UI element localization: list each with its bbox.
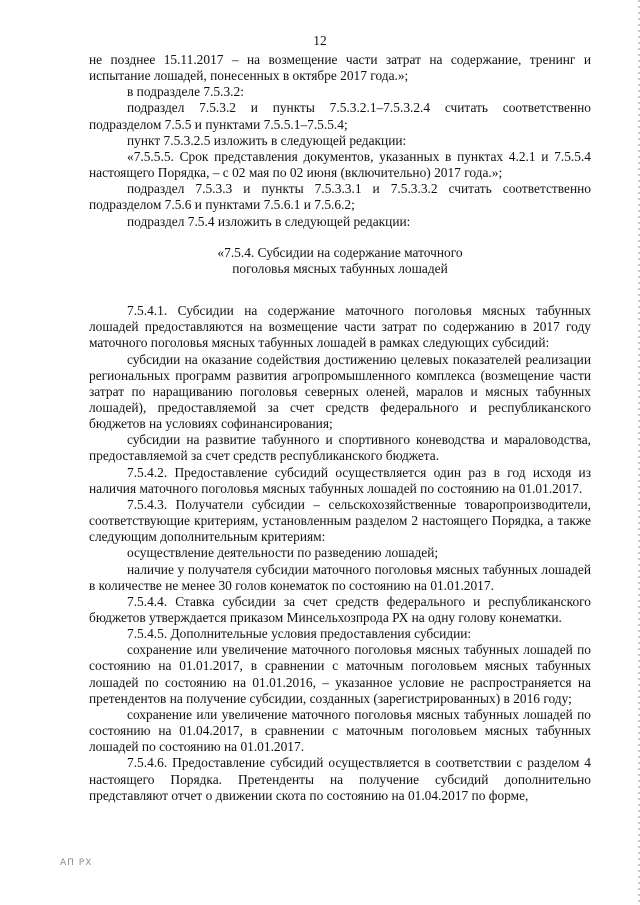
paragraph: подраздел 7.5.3.2 и пункты 7.5.3.2.1–7.5.3.2.4 считать соответственно подразделом 7.5.5 и пунктами 7.5.5.1–7.5.5.4; [89, 100, 591, 132]
page-number: 12 [313, 33, 327, 48]
paragraph: осуществление деятельности по разведению лошадей; [127, 545, 439, 561]
paragraph-continuation: не позднее 15.11.2017 – на возмещение части затрат на содержание, тренинг и испытание лошадей, понесенных в октябре 2017 года.»; [89, 52, 591, 84]
paragraph: подраздел 7.5.3.3 и пункты 7.5.3.3.1 и 7.5.3.3.2 считать соответственно подразделом 7.5.6 и пунктами 7.5.6.1 и 7.5.6.2; [89, 181, 591, 213]
section-heading-line-1: «7.5.4. Субсидии на содержание маточного [217, 244, 463, 260]
paragraph: субсидии на развитие табунного и спортивного коневодства и мараловодства, предоставляемой за счет средств республиканского бюджета. [89, 432, 591, 464]
paragraph: 7.5.4.4. Ставка субсидии за счет средств федерального и республиканского бюджетов утверждается приказом Минсельхозпрода РХ на одну голову конематки. [89, 593, 591, 625]
paragraph: 7.5.4.3. Получатели субсидии – сельскохозяйственные товаропроизводители, соответствующие критериям, установленным разделом 2 настоящего Порядка, а также следующим дополнительным критериям: [89, 496, 591, 545]
paragraph: сохранение или увеличение маточного поголовья мясных табунных лошадей по состоянию на 01.01.2017, в сравнении с маточным поголовьем мясных табунных лошадей по состоянию на 01.01.2016, – указанное условие не распространяется на претендентов на получение субсидии, созданных (зарегистрированных) в 2016 году; [89, 642, 591, 706]
paragraph: субсидии на оказание содействия достижению целевых показателей реализации региональных программ развития агропромышленного комплекса (возмещение части затрат по наращиванию поголовья северных оленей, маралов и мясных табунных лошадей), предоставляемой за счет средств федерального и республиканского бюджетов на условиях софинансирования; [89, 351, 591, 432]
paragraph: 7.5.4.6. Предоставление субсидий осуществляется в соответствии с разделом 4 настоящего Порядка. Претенденты на получение субсидий дополнительно представляют отчет о движении скота по состоянию на 01.04.2017 по форме, [89, 755, 591, 803]
paragraph: пункт 7.5.3.2.5 изложить в следующей редакции: [127, 132, 407, 148]
document-body [89, 52, 591, 804]
paragraph: наличие у получателя субсидии маточного поголовья мясных табунных лошадей в количестве не менее 30 голов конематок по состоянию на 01.01.2017. [89, 561, 591, 593]
paragraph: сохранение или увеличение маточного поголовья мясных табунных лошадей по состоянию на 01.04.2017, в сравнении с маточным поголовьем мясных табунных лошадей по состоянию на 01.01.2017. [89, 706, 591, 755]
paragraph: 7.5.4.5. Дополнительные условия предоставления субсидии: [127, 626, 472, 642]
paragraph: подраздел 7.5.4 изложить в следующей редакции: [127, 213, 411, 229]
paragraph: «7.5.5.5. Срок представления документов, указанных в пунктах 4.2.1 и 7.5.5.4 настоящего Порядка, – с 02 мая по 02 июня (включительно) 2017 года.»; [89, 148, 591, 181]
footer-stamp: АП РХ [60, 858, 93, 868]
paragraph: 7.5.4.1. Субсидии на содержание маточного поголовья мясных табунных лошадей предоставляются на возмещение части затрат по содержанию в 2017 году маточного поголовья мясных табунных лошадей в рамках следующих субсидий: [89, 303, 591, 351]
paragraph: 7.5.4.2. Предоставление субсидий осуществляется один раз в год исходя из наличия маточного поголовья мясных табунных лошадей по состоянию на 01.01.2017. [89, 464, 591, 496]
paragraph: в подразделе 7.5.3.2: [127, 84, 244, 100]
section-heading-line-2: поголовья мясных табунных лошадей [232, 260, 448, 276]
